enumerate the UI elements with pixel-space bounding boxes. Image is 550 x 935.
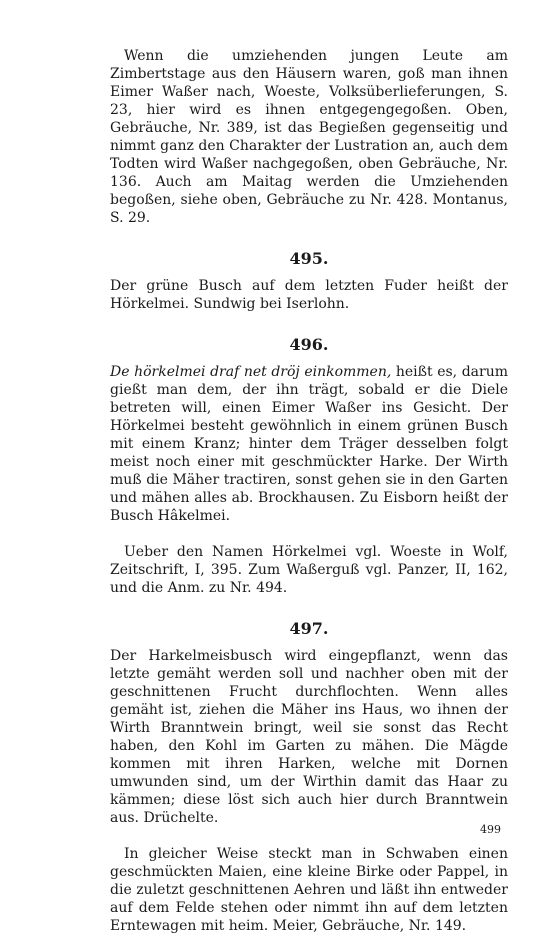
section-heading-495: 495. — [289, 249, 329, 268]
section-heading-497: 497. — [289, 619, 329, 638]
section-496-quote: De hörkelmei draf net dröj einkommen, — [110, 364, 392, 380]
section-495-text: Der grüne Busch auf dem letzten Fuder heißt der Hörkelmei. Sundwig bei Iserlohn. — [110, 278, 508, 312]
section-497-note: In gleicher Weise steckt man in Schwaben einen geschmückten Maien, eine kleine Birke oder Pappel, in die zuletzt geschnittenen Aehren und läßt ihn entweder auf dem Felde stehen oder nimmt ihn auf dem letzten Erntewagen mit heim. Meier, Gebräuche, Nr. 149. — [110, 846, 508, 934]
opening-paragraph: Wenn die umziehenden jungen Leute am Zimbertstage aus den Häusern waren, goß man ihnen Eimer Waßer nach, Woeste, Volksüberlieferungen, S. 23, hier wird es ihnen entgegengegoßen. Oben, Gebräuche, Nr. 389, ist das Begießen gegenseitig und nimmt ganz den Charakter der Lustration an, auch dem Todten wird Waßer nachgegoßen, oben Gebräuche, Nr. 136. Auch am Maitag werden die Umziehenden begoßen, siehe oben, Gebräuche zu Nr. 428. Montanus, S. 29. — [110, 48, 508, 226]
section-496-text — [110, 363, 508, 525]
page-body — [110, 47, 508, 935]
section-heading-496: 496. — [289, 335, 329, 354]
page-number: 499 — [480, 823, 501, 836]
section-497-text: Der Harkelmeisbusch wird eingepflanzt, wenn das letzte gemäht werden soll und nachher oben mit der geschnittenen Frucht durchflochten. Wenn alles gemäht ist, ziehen die Mäher ins Haus, wo ihnen der Wirth Branntwein bringt, weil sie sonst das Recht haben, den Kohl im Garten zu mähen. Die Mägde kommen mit ihren Harken, welche mit Dornen umwunden sind, um der Wirthin damit das Haar zu kämmen; diese löst sich auch hier durch Branntwein aus. Drüchelte. — [110, 648, 508, 826]
section-496-note: Ueber den Namen Hörkelmei vgl. Woeste in Wolf, Zeitschrift, I, 395. Zum Waßerguß vgl. Panzer, II, 162, und die Anm. zu Nr. 494. — [110, 544, 508, 596]
section-496-body: heißt es, darum gießt man dem, der ihn trägt, sobald er die Diele betreten will, einen Eimer Waßer ins Gesicht. Der Hörkelmei besteht gewöhnlich in einem grünen Busch mit einem Kranz; hinter dem Träger desselben folgt meist noch einer mit geschmückter Harke. Der Wirth muß die Mäher tractiren, sonst gehen sie in den Garten und mähen alles ab. Brockhausen. Zu Eisborn heißt der Busch Hâkelmei. — [110, 364, 508, 524]
